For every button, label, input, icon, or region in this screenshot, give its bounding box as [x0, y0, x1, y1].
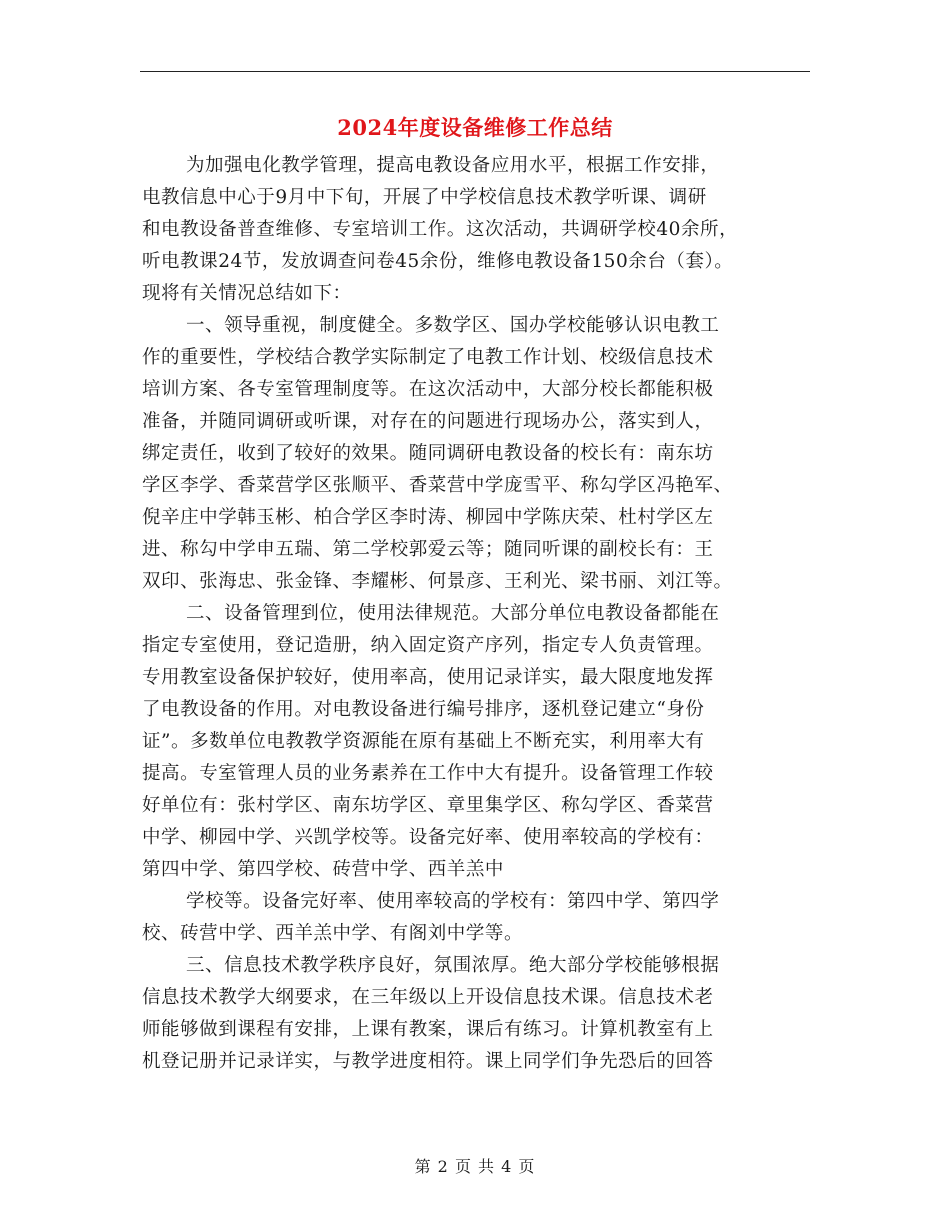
text-line: 进、称勾中学申五瑞、第二学校郭爱云等；随同听课的副校长有：王: [142, 539, 714, 560]
document-title: 2024年度设备维修工作总结: [337, 115, 613, 140]
page-number: 第 2 页 共 4 页: [414, 1157, 536, 1176]
text-line: 师能够做到课程有安排，上课有教案，课后有练习。计算机教室有上: [142, 1019, 714, 1040]
text-line: 机登记册并记录详实，与教学进度相符。课上同学们争先恐后的回答: [142, 1051, 714, 1072]
header-rule: [140, 71, 810, 72]
text-line: 倪辛庄中学韩玉彬、柏合学区李时涛、柳园中学陈庆荣、杜村学区左: [142, 507, 714, 528]
text-line: 一、领导重视，制度健全。多数学区、国办学校能够认识电教工: [186, 315, 720, 336]
text-line: 了电教设备的作用。对电教设备进行编号排序，逐机登记建立“身份: [142, 699, 705, 720]
text-line: 听电教课24节，发放调查问卷45余份，维修电教设备150余台（套）。: [142, 251, 734, 272]
text-line: 第四中学、第四学校、砖营中学、西羊羔中: [142, 859, 504, 880]
text-line: 证”。多数单位电教教学资源能在原有基础上不断充实，利用率大有: [142, 731, 705, 752]
text-line: 双印、张海忠、张金锋、李耀彬、何景彦、王利光、梁书丽、刘江等。: [142, 571, 733, 592]
text-line: 绑定责任，收到了较好的效果。随同调研电教设备的校长有：南东坊: [142, 443, 714, 464]
text-line: 为加强电化教学管理，提高电教设备应用水平，根据工作安排，: [186, 155, 720, 176]
text-line: 指定专室使用，登记造册，纳入固定资产序列，指定专人负责管理。: [142, 635, 714, 656]
text-line: 现将有关情况总结如下：: [142, 283, 352, 304]
text-line: 作的重要性，学校结合教学实际制定了电教工作计划、校级信息技术: [142, 347, 714, 368]
text-line: 学区李学、香菜营学区张顺平、香菜营中学庞雪平、称勾学区冯艳军、: [142, 475, 733, 496]
text-line: 提高。专室管理人员的业务素养在工作中大有提升。设备管理工作较: [142, 763, 714, 784]
text-line: 三、信息技术教学秩序良好，氛围浓厚。绝大部分学校能够根据: [186, 955, 720, 976]
text-line: 学校等。设备完好率、使用率较高的学校有：第四中学、第四学: [186, 891, 720, 912]
text-line: 信息技术教学大纲要求，在三年级以上开设信息技术课。信息技术老: [142, 987, 714, 1008]
text-line: 校、砖营中学、西羊羔中学、有阁刘中学等。: [142, 923, 524, 944]
text-line: 专用教室设备保护较好，使用率高，使用记录详实，最大限度地发挥: [142, 667, 714, 688]
text-line: 好单位有：张村学区、南东坊学区、章里集学区、称勾学区、香菜营: [142, 795, 714, 816]
text-line: 电教信息中心于9月中下旬，开展了中学校信息技术教学听课、调研: [142, 187, 707, 208]
text-line: 和电教设备普查维修、专室培训工作。这次活动，共调研学校40余所，: [142, 219, 739, 240]
text-line: 二、设备管理到位，使用法律规范。大部分单位电教设备都能在: [186, 603, 720, 624]
text-line: 准备，并随同调研或听课，对存在的问题进行现场办公，落实到人，: [142, 411, 714, 432]
text-line: 中学、柳园中学、兴凯学校等。设备完好率、使用率较高的学校有：: [142, 827, 714, 848]
text-line: 培训方案、各专室管理制度等。在这次活动中，大部分校长都能积极: [142, 379, 714, 400]
